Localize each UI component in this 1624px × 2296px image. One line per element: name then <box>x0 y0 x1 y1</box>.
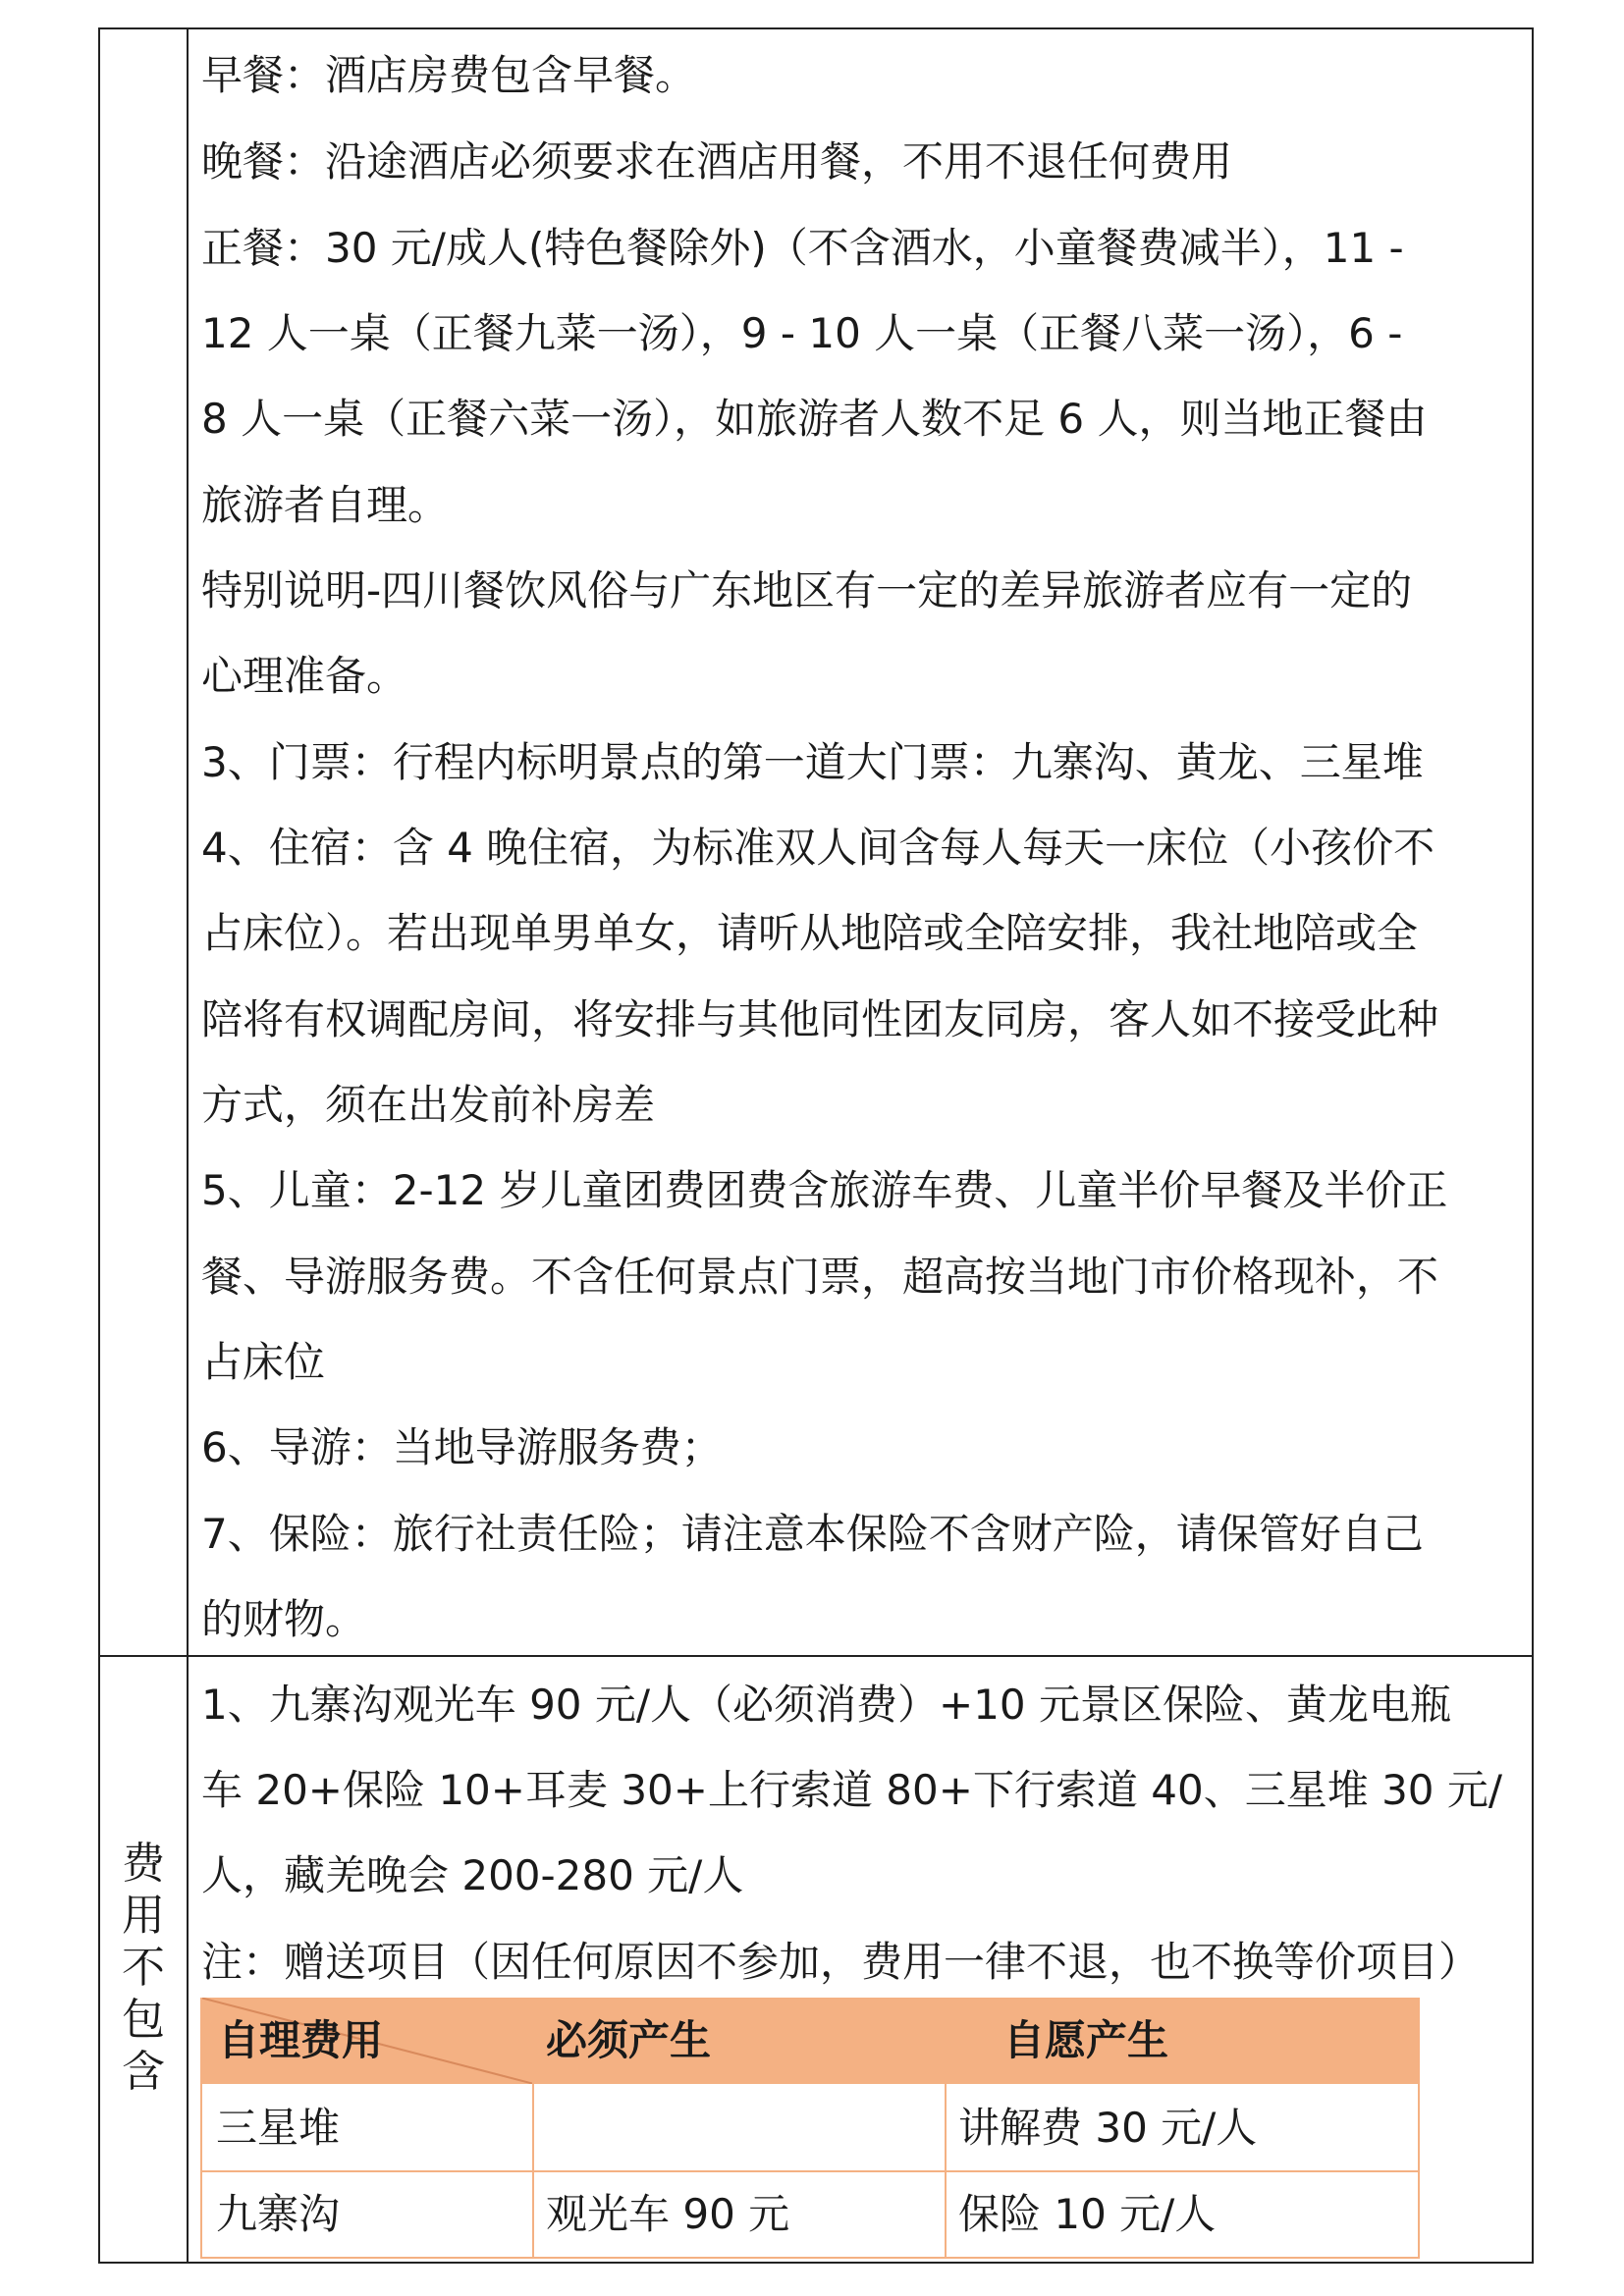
header-cell: 自愿产生 <box>1003 2016 1169 2064</box>
text-line: 陪将有权调配房间，将安排与其他同性团友同房，客人如不接受此种 <box>201 995 1439 1043</box>
table-row-divider <box>200 2170 1420 2172</box>
label-char: 包 <box>122 1995 165 2045</box>
text-line: 7、保险：旅行社责任险；请注意本保险不含财产险，请保管好自己 <box>201 1510 1424 1558</box>
table-cell: 三星堆 <box>216 2104 341 2152</box>
text-line: 占床位 <box>201 1338 326 1386</box>
label-char: 费 <box>122 1839 165 1889</box>
table-cell: 保险 10 元/人 <box>958 2190 1217 2238</box>
section-label-excluded <box>116 1838 171 2098</box>
table-col-divider <box>945 1998 947 2259</box>
text-line: 早餐：酒店房费包含早餐。 <box>201 51 697 99</box>
text-line: 的财物。 <box>201 1595 367 1643</box>
text-line: 5、儿童：2-12 岁儿童团费团费含旅游车费、儿童半价早餐及半价正 <box>201 1166 1448 1214</box>
text-line: 4、住宿：含 4 晚住宿，为标准双人间含每人每天一床位（小孩价不 <box>201 824 1435 872</box>
label-char: 用 <box>122 1891 165 1941</box>
text-line: 8 人一桌（正餐六菜一汤），如旅游者人数不足 6 人，则当地正餐由 <box>201 395 1428 443</box>
fee-table <box>200 1998 1420 2259</box>
text-line: 6、导游：当地导游服务费； <box>201 1423 723 1471</box>
text-line: 12 人一桌（正餐九菜一汤），9 - 10 人一桌（正餐八菜一汤），6 - <box>201 309 1403 357</box>
text-line: 特别说明-四川餐饮风俗与广东地区有一定的差异旅游者应有一定的 <box>201 566 1413 614</box>
table-cell: 讲解费 30 元/人 <box>958 2104 1258 2152</box>
text-line: 方式，须在出发前补房差 <box>201 1081 656 1129</box>
table-row-divider <box>200 2257 1420 2259</box>
table-border <box>1418 1998 1420 2259</box>
table-cell: 九寨沟 <box>216 2190 341 2238</box>
text-line: 旅游者自理。 <box>201 481 450 529</box>
text-line: 占床位）。若出现单男单女，请听从地陪或全陪安排，我社地陪或全 <box>201 909 1419 957</box>
document-frame <box>98 27 1534 2264</box>
text-line: 车 20+保险 10+耳麦 30+上行索道 80+下行索道 40、三星堆 30 元/ <box>201 1766 1503 1814</box>
text-line: 1、九寨沟观光车 90 元/人（必须消费）+10 元景区保险、黄龙电瓶 <box>201 1681 1452 1729</box>
text-line: 晚餐：沿途酒店必须要求在酒店用餐，不用不退任何费用 <box>201 137 1233 186</box>
table-border <box>200 1998 202 2259</box>
header-cell: 必须产生 <box>546 2016 712 2064</box>
label-char: 不 <box>122 1943 165 1993</box>
label-char: 含 <box>122 2047 165 2097</box>
header-cell: 自理费用 <box>218 2016 384 2064</box>
text-line: 3、门票：行程内标明景点的第一道大门票：九寨沟、黄龙、三星堆 <box>201 738 1424 786</box>
table-cell: 观光车 90 元 <box>546 2190 790 2238</box>
table-col-divider <box>532 1998 534 2259</box>
text-line: 餐、导游服务费。不含任何景点门票，超高按当地门市价格现补，不 <box>201 1253 1439 1301</box>
text-line: 心理准备。 <box>201 652 408 700</box>
row-divider <box>98 1655 1534 1657</box>
text-line: 人，藏羌晚会 200-280 元/人 <box>201 1851 744 1899</box>
text-line: 注：赠送项目（因任何原因不参加，费用一律不退，也不换等价项目） <box>201 1938 1481 1986</box>
text-line: 正餐：30 元/成人(特色餐除外)（不含酒水，小童餐费减半），11 - <box>201 224 1404 272</box>
column-divider <box>187 27 189 2264</box>
